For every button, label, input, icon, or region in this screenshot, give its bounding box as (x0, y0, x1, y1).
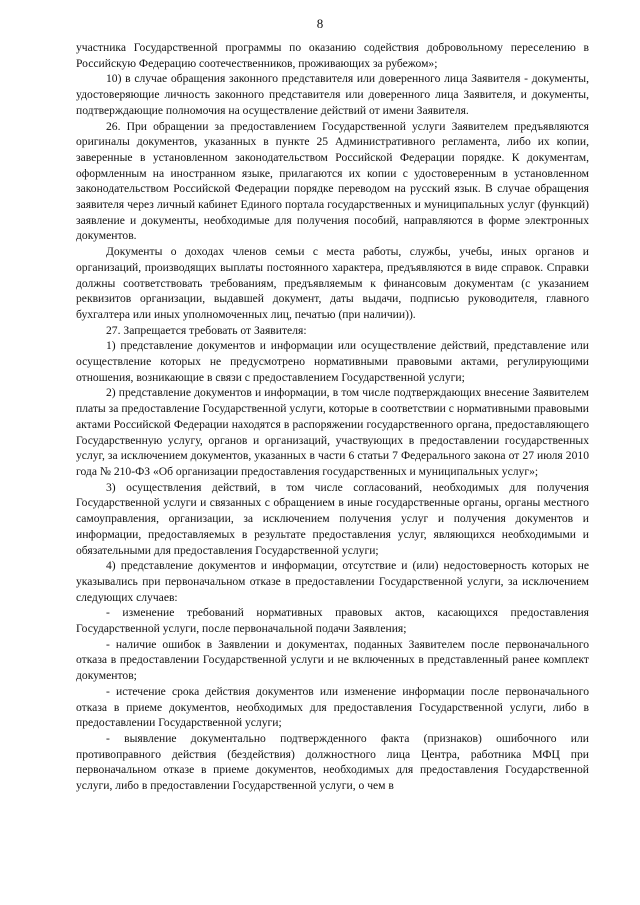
page-number: 8 (316, 16, 324, 31)
paragraph-item-4: 4) представление документов и информации, отсутствие и (или) недостоверность которых не указывались при первоначальном отказе в предоставлении Государственной услуги, за исключением следующих случаев: (76, 559, 589, 604)
paragraph-clause-26: 26. При обращении за предоставлением Государственной услуги Заявителем предъявляются оригиналы документов, указанных в пункте 25 Административного регламента, либо их копии, заверенные в установленном законодательством Российской Федерации порядке. К документам, оформленным на иностранном языке, прилагаются их копии с удостоверенным в установленном законодательством Российской Федерации порядке переводом на русский язык. В случае обращения заявителя через личный кабинет Единого портала государственных и муниципальных услуг (функций) заявление и документы, необходимые для получения пособий, направляются в форме электронных документов. (76, 119, 589, 243)
paragraph-item-2: 2) представление документов и информации, в том числе подтверждающих внесение Заявителем платы за предоставление Государственной услуги, которые в соответствии с нормативными правовыми актами Российской Федерации находятся в распоряжении государственного органа, предоставляющего Государственную услугу, органов и организаций, участвующих в предоставлении государственных услуг, за исключением документов, указанных в части 6 статьи 7 Федерального закона от 27 июля 2010 года № 210-ФЗ «Об организации предоставления государственных и муниципальных услуг»; (76, 386, 589, 478)
paragraph-income-documents: Документы о доходах членов семьи с места работы, службы, учебы, иных органов и организаций, производящих выплаты постоянного характера, предъявляются в виде справок. Справки должны соответствовать требованиям, предъявляемым к финансовым документам (с указанием реквизитов организации, выдавшей документ, даты выдачи, подписью руководителя, главного бухгалтера или иных уполномоченных лиц, печатью (при наличии)). (76, 245, 589, 321)
paragraph-case-expiry: - истечение срока действия документов или изменение информации после первоначального отказа в приеме документов, необходимых для предоставления Государственной услуги, либо в предоставлении Государственной услуги; (76, 684, 589, 730)
paragraph-case-requirements-change: - изменение требований нормативных правовых актов, касающихся предоставления Государственной услуги, после первоначальной подачи Заявления; (76, 606, 589, 636)
paragraph-continuation: участника Государственной программы по оказанию содействия добровольному переселению в Российскую Федерацию соотечественников, проживающих за рубежом»; (76, 41, 589, 70)
paragraph-item-3: 3) осуществления действий, в том числе согласований, необходимых для получения Государственной услуги и связанных с обращением в иные государственные органы, органы местного самоуправления, организации, за исключением получения услуг и получения документов и информации, предоставляемых в результате предоставления услуг, являющихся необходимыми и обязательными для предоставления Государственной услуги; (76, 480, 589, 557)
paragraph-clause-27: 27. Запрещается требовать от Заявителя: (106, 323, 307, 337)
paragraph-item-10: 10) в случае обращения законного представителя или доверенного лица Заявителя - документы, удостоверяющие личность законного представителя или доверенного лица Заявителя, и документы, подтверждающие полномочия на осуществление действий от имени Заявителя. (76, 72, 589, 117)
body-text (76, 40, 589, 794)
paragraph-case-wrongful-action: - выявление документально подтвержденного факта (признаков) ошибочного или противоправного действия (бездействия) должностного лица Центра, работника МФЦ при первоначальном отказе в приеме документов, необходимых для предоставления Государственной услуги, либо в предоставлении Государственной услуги, о чем в (76, 731, 589, 793)
paragraph-case-errors: - наличие ошибок в Заявлении и документах, поданных Заявителем после первоначального отказа в предоставлении Государственной услуги и не включенных в представленный ранее комплект документов; (76, 637, 589, 683)
paragraph-item-1: 1) представление документов и информации или осуществление действий, представление или осуществление которых не предусмотрено нормативными правовыми актами, регулирующими отношения, возникающие в связи с предоставлением Государственной услуги; (76, 339, 589, 384)
